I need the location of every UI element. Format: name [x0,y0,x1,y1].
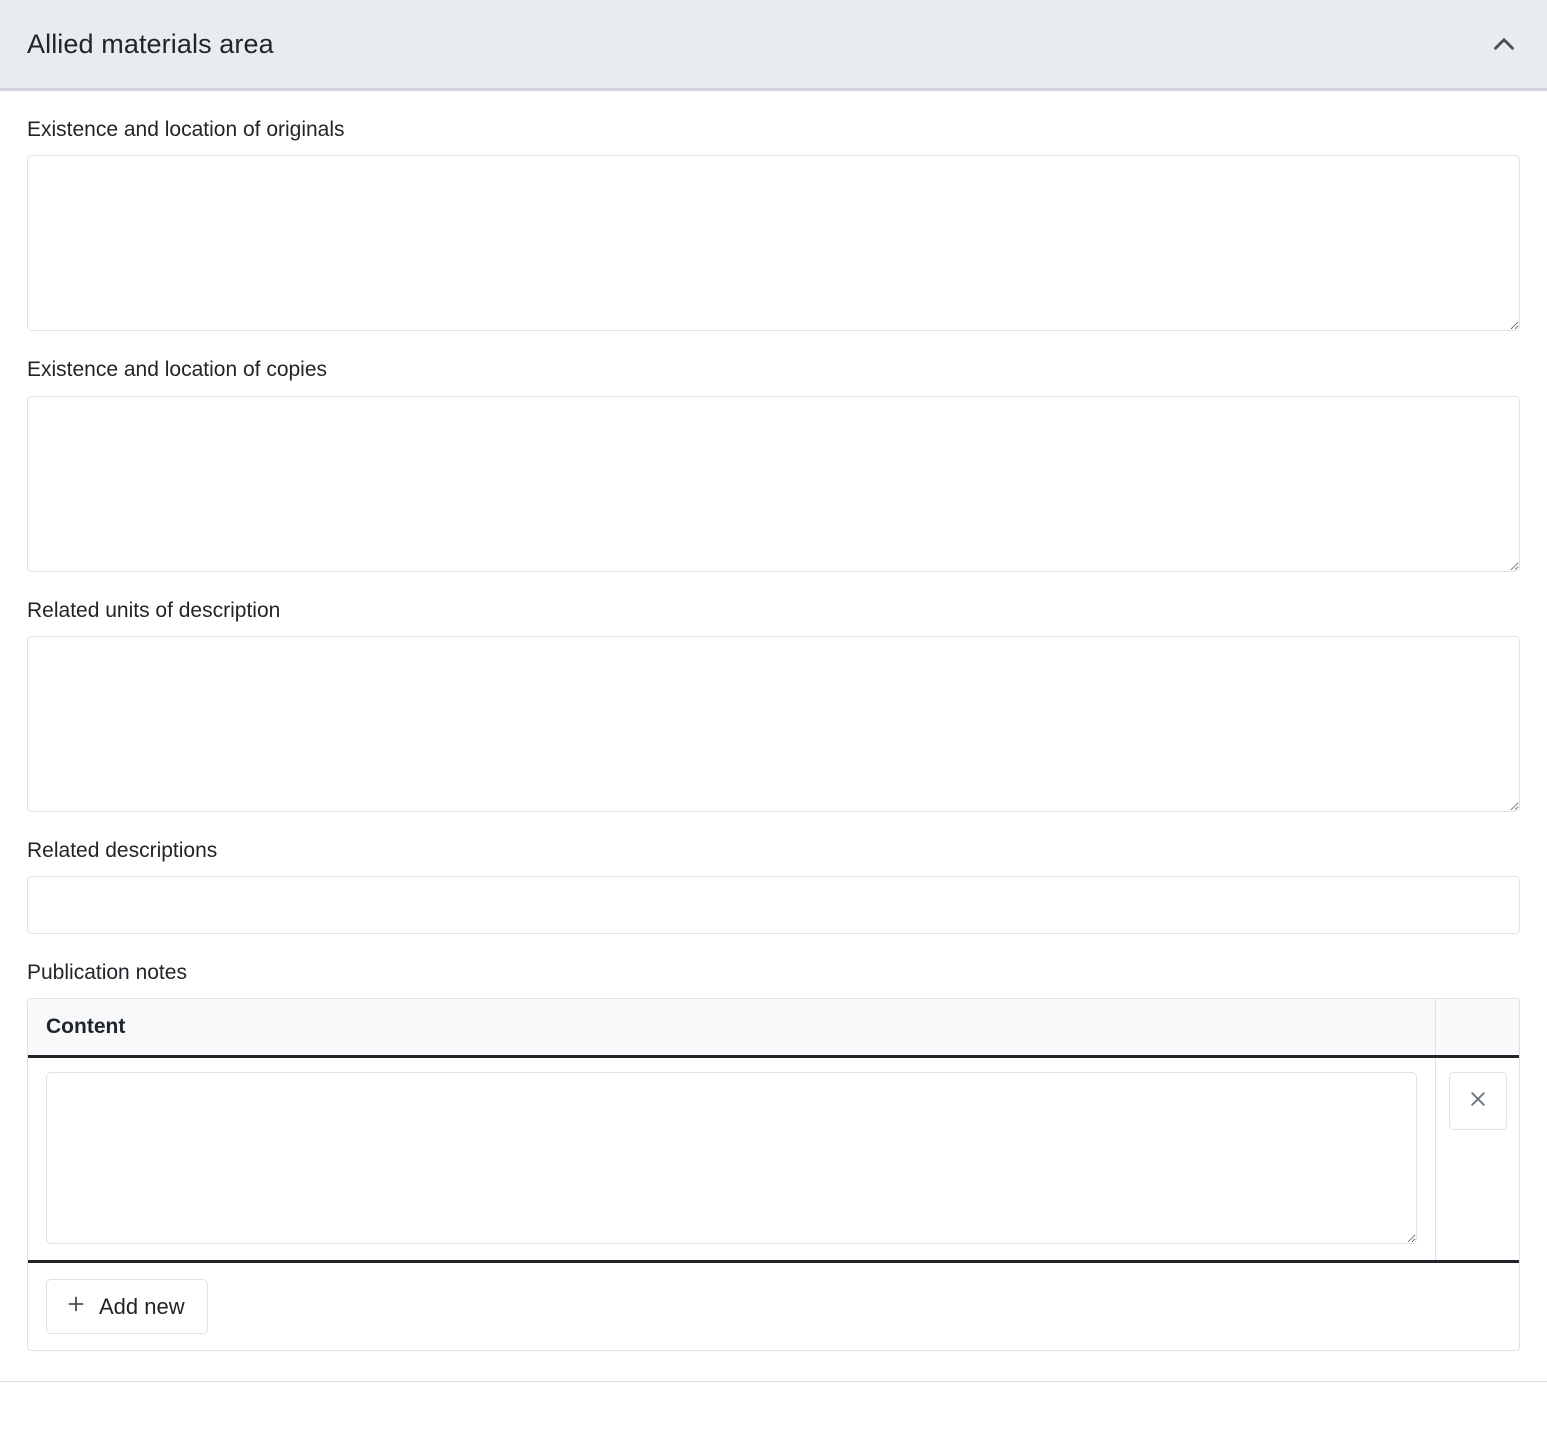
existence-location-originals-input[interactable] [27,155,1520,331]
panel-header-allied-materials[interactable] [0,0,1547,91]
chevron-up-icon[interactable] [1487,27,1521,61]
field-existence-location-copies [27,357,1520,571]
table-row [28,1058,1519,1263]
field-publication-notes [27,960,1520,1351]
publication-notes-table [27,998,1520,1351]
field-label-related-units-of-description: Related units of description [27,598,281,622]
panel-title: Allied materials area [27,28,274,59]
field-related-descriptions [27,838,1520,934]
plus-icon [65,1293,87,1320]
publication-note-content-cell [28,1058,1435,1260]
field-label-existence-location-originals: Existence and location of originals [27,118,345,141]
field-label-existence-location-copies: Existence and location of copies [27,358,328,382]
related-units-of-description-input[interactable] [27,636,1520,812]
field-related-units-of-description [27,598,1520,812]
column-header-content: Content [46,1015,126,1039]
column-header-actions [1435,999,1519,1055]
related-descriptions-input[interactable] [27,876,1520,934]
existence-location-copies-input[interactable] [27,396,1520,572]
field-existence-location-originals [27,117,1520,331]
publication-notes-table-footer [28,1263,1519,1350]
field-label-related-descriptions: Related descriptions [27,838,218,862]
field-label-publication-notes: Publication notes [27,961,187,984]
panel-body [0,91,1547,1381]
publication-note-actions-cell [1435,1058,1519,1260]
publication-note-content-input[interactable] [46,1072,1417,1244]
add-new-label: Add new [99,1293,185,1319]
remove-row-button[interactable] [1449,1072,1507,1130]
close-icon [1468,1089,1488,1114]
publication-notes-table-header [28,999,1519,1058]
add-new-button[interactable] [46,1279,208,1334]
